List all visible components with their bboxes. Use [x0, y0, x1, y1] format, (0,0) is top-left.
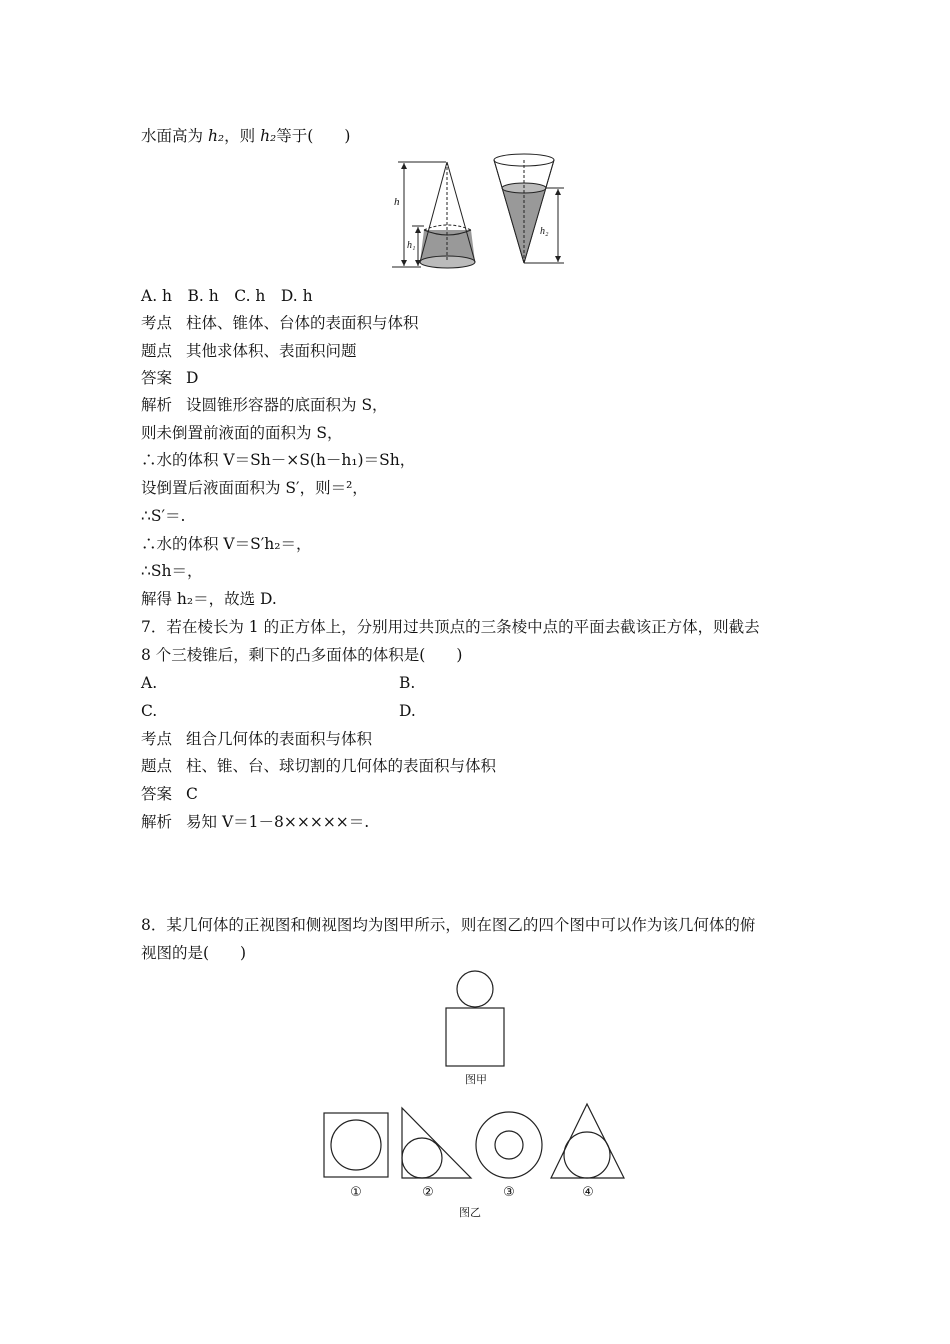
q6-solution-line-4: ∴S′＝. — [141, 507, 186, 525]
q7-stem-line-1: 7．若在棱长为 1 的正方体上，分别用过共顶点的三条棱中点的平面去截该正方体，则截去 — [141, 618, 760, 636]
q6-solution-line-7: 解得 h₂＝，故选 D. — [141, 590, 277, 608]
q6-options: A. h B. h C. h D. h — [141, 287, 313, 305]
q6-solution-line-2: ∴水的体积 V＝Sh－×S(h－h₁)＝Sh， — [141, 451, 416, 469]
yi-4-circle — [564, 1132, 610, 1178]
figure-yi — [318, 1100, 634, 1222]
q6-solution-line-6: ∴Sh＝， — [141, 562, 203, 580]
yi-3-outer-circle — [476, 1112, 542, 1178]
q7-jiexi: 解析 易知 V＝1－8×××××＝. — [141, 813, 370, 831]
figure-jia — [440, 965, 512, 1089]
figure-jia-caption: 图甲 — [465, 1073, 487, 1086]
q6-solution-line-3: 设倒置后液面面积为 S′，则＝²， — [141, 479, 368, 497]
q8-stem-line-2: 视图的是( ) — [141, 944, 247, 962]
yi-1-circle — [331, 1120, 381, 1170]
figure-yi-caption: 图乙 — [459, 1206, 481, 1219]
q6-cone-figure — [388, 150, 574, 272]
q7-option-d: D. — [399, 702, 416, 720]
label-h2: h₂ — [540, 226, 549, 237]
q6-stem: 水面高为 h₂，则 h₂等于( ) — [141, 127, 351, 145]
q8-stem-line-1: 8．某几何体的正视图和侧视图均为图甲所示，则在图乙的四个图中可以作为该几何体的俯 — [141, 916, 756, 934]
q6-tidian: 题点 其他求体积、表面积问题 — [141, 342, 357, 360]
q7-option-b: B. — [399, 674, 416, 692]
q6-solution-line-1: 则未倒置前液面的面积为 S， — [141, 424, 343, 442]
q7-option-a: A. — [141, 674, 158, 692]
q6-jiexi: 解析 设圆锥形容器的底面积为 S， — [141, 396, 388, 414]
jia-circle — [457, 971, 493, 1007]
q7-kaodian: 考点 组合几何体的表面积与体积 — [141, 730, 373, 748]
q6-kaodian: 考点 柱体、锥体、台体的表面积与体积 — [141, 314, 419, 332]
q7-answer: 答案 C — [141, 785, 198, 803]
yi-4-triangle — [551, 1104, 624, 1178]
label-h1: h₁ — [407, 240, 416, 251]
yi-label-3: ③ — [503, 1185, 515, 1200]
q7-stem-line-2: 8 个三棱锥后，剩下的凸多面体的体积是( ) — [141, 646, 463, 664]
q6-answer: 答案 D — [141, 369, 199, 387]
q7-tidian: 题点 柱、锥、台、球切割的几何体的表面积与体积 — [141, 757, 497, 775]
jia-square — [446, 1008, 504, 1066]
q7-option-c: C. — [141, 702, 158, 720]
label-h: h — [394, 196, 400, 208]
yi-2-circle — [402, 1138, 442, 1178]
yi-3-inner-circle — [495, 1131, 523, 1159]
yi-label-1: ① — [350, 1185, 362, 1200]
yi-1-square — [324, 1113, 388, 1177]
yi-2-triangle — [402, 1108, 471, 1178]
yi-label-4: ④ — [582, 1185, 594, 1200]
yi-label-2: ② — [422, 1185, 434, 1200]
q6-solution-line-5: ∴水的体积 V＝S′h₂＝， — [141, 535, 312, 553]
